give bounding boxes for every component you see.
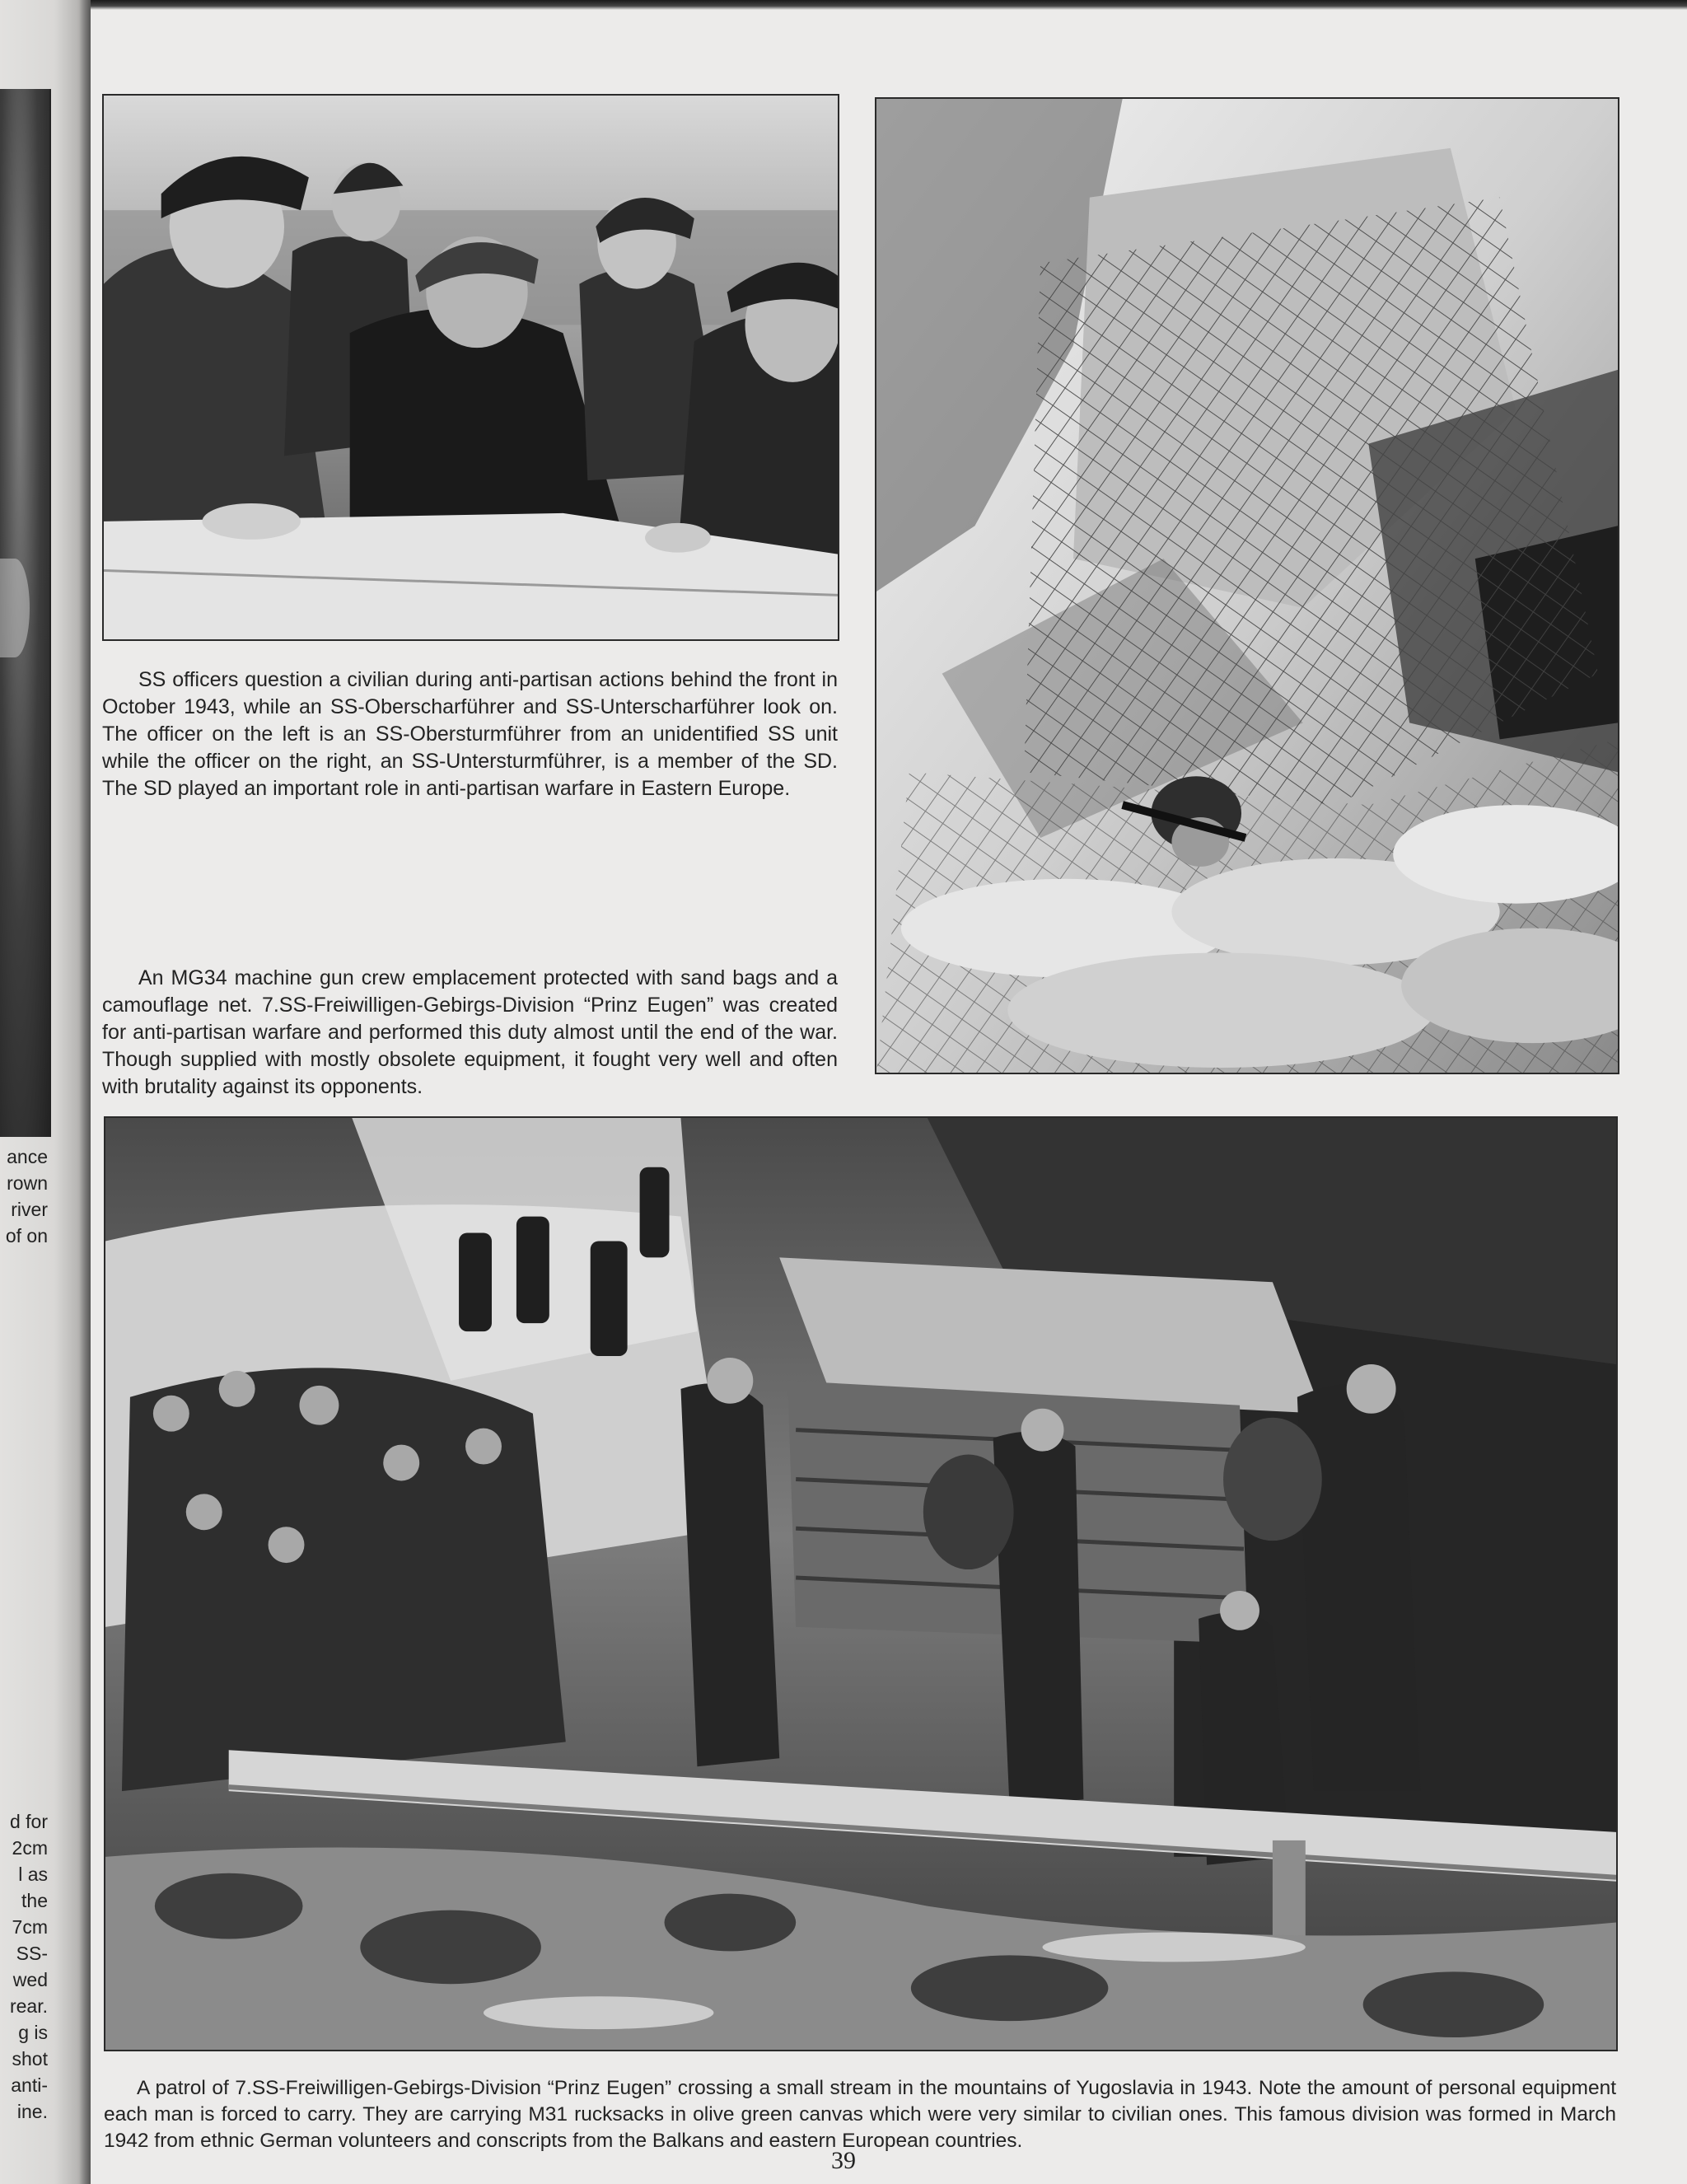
facing-line: g is xyxy=(18,2022,48,2043)
facing-line: 2cm xyxy=(12,1837,48,1859)
facing-line: d for xyxy=(9,1811,48,1832)
facing-line: rear. xyxy=(9,1995,48,2017)
book-spine-shadow xyxy=(79,0,91,2184)
photo-patrol-crossing-stream xyxy=(104,1116,1618,2051)
facing-line: ine. xyxy=(16,2101,48,2122)
facing-line: 7cm xyxy=(12,1916,48,1938)
caption-photo-2: An MG34 machine gun crew emplacement protected with sand bags and a camouflage net. 7.SS-Freiwilligen-Gebirgs-Division “Prinz Eugen” was created for anti-partisan warfare and performed this duty almost until the end of the war. Though supplied with mostly obsolete equipment, it fought very well and often with brutality against its opponents. xyxy=(102,966,838,1098)
facing-line: anti- xyxy=(11,2074,48,2096)
facing-line: of on xyxy=(5,1225,48,1246)
scan-top-edge xyxy=(0,0,1687,10)
caption-photo-1: SS officers question a civilian during anti-partisan actions behind the front in October 1943, while an SS-Oberscharführer and SS-Unterscharführer look on. The officer on the left is an SS-Obersturmführer from an unidentified SS unit while the officer on the right, an SS-Untersturmführer, is a member of the SD. The SD played an important role in anti-partisan warfare in Eastern Europe. xyxy=(102,668,838,800)
page-number: 39 xyxy=(831,2147,856,2174)
facing-page-text-lower xyxy=(0,1808,48,2125)
facing-line: l as xyxy=(18,1864,48,1885)
facing-page-edge xyxy=(0,0,91,2184)
facing-line: river xyxy=(11,1199,48,1220)
facing-line: wed xyxy=(12,1969,48,1990)
photo-mg34-emplacement xyxy=(875,97,1619,1074)
facing-line: rown xyxy=(7,1172,48,1194)
facing-page-text-upper xyxy=(0,1143,48,1249)
caption-photo-3: A patrol of 7.SS-Freiwilligen-Gebirgs-Division “Prinz Eugen” crossing a small stream in the mountains of Yugoslavia in 1943. Note the amount of personal equipment each man is forced to carry. They are carrying M31 rucksacks in olive green canvas which were very similar to civilian ones. This famous division was formed in March 1942 from ethnic German volunteers and conscripts from the Balkans and eastern European countries. xyxy=(104,2076,1616,2152)
facing-page-photo xyxy=(0,89,51,1137)
facing-line: ance xyxy=(7,1146,48,1167)
photo-officers-questioning-civilian xyxy=(102,94,839,641)
facing-line: the xyxy=(21,1890,48,1911)
facing-line: SS- xyxy=(16,1943,48,1964)
facing-line: shot xyxy=(12,2048,48,2069)
